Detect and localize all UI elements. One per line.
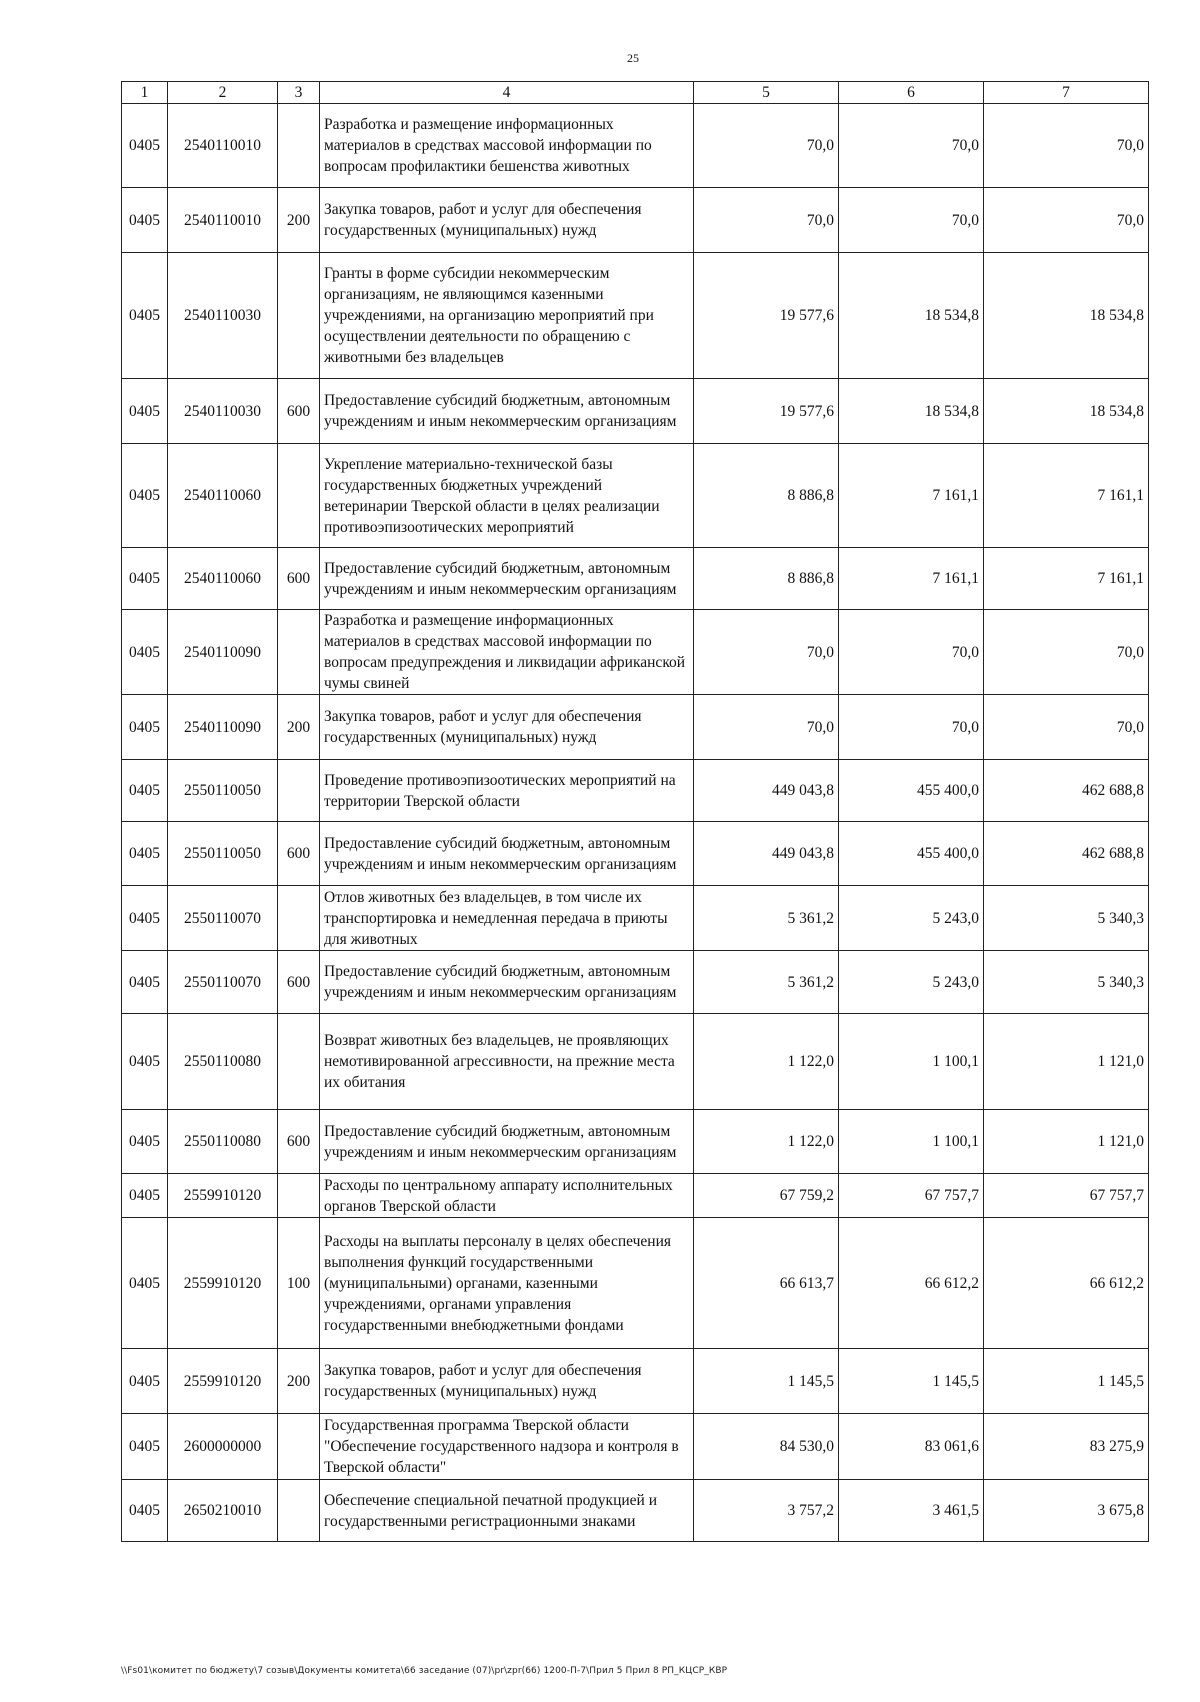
target-article-cell: 2650210010 xyxy=(168,1480,278,1542)
amount-col5-cell: 19 577,6 xyxy=(694,253,839,379)
amount-col5-cell: 449 043,8 xyxy=(694,760,839,822)
expense-type-cell: 200 xyxy=(278,188,320,253)
description-cell: Расходы по центральному аппарату исполнительных органов Тверской области xyxy=(320,1174,694,1218)
table-row xyxy=(122,1110,1149,1174)
table-row xyxy=(122,1349,1149,1414)
expense-type-cell xyxy=(278,760,320,822)
expense-type-cell: 200 xyxy=(278,1349,320,1414)
table-row xyxy=(122,610,1149,695)
table-row xyxy=(122,695,1149,760)
target-article-cell: 2550110080 xyxy=(168,1110,278,1174)
expense-type-cell xyxy=(278,886,320,951)
amount-col5-cell: 5 361,2 xyxy=(694,951,839,1014)
section-code-cell: 0405 xyxy=(122,444,168,548)
col-header: 1 xyxy=(122,82,168,104)
table-row xyxy=(122,1480,1149,1542)
target-article-cell: 2540110090 xyxy=(168,610,278,695)
amount-col6-cell: 70,0 xyxy=(839,104,984,188)
amount-col5-cell: 8 886,8 xyxy=(694,444,839,548)
description-cell: Предоставление субсидий бюджетным, автономным учреждениям и иным некоммерческим организациям xyxy=(320,822,694,886)
section-code-cell: 0405 xyxy=(122,1414,168,1480)
target-article-cell: 2540110010 xyxy=(168,188,278,253)
target-article-cell: 2559910120 xyxy=(168,1174,278,1218)
description-cell: Предоставление субсидий бюджетным, автономным учреждениям и иным некоммерческим организациям xyxy=(320,548,694,610)
section-code-cell: 0405 xyxy=(122,188,168,253)
amount-col5-cell: 19 577,6 xyxy=(694,379,839,444)
description-cell: Закупка товаров, работ и услуг для обеспечения государственных (муниципальных) нужд xyxy=(320,695,694,760)
amount-col6-cell: 83 061,6 xyxy=(839,1414,984,1480)
amount-col5-cell: 5 361,2 xyxy=(694,886,839,951)
target-article-cell: 2540110090 xyxy=(168,695,278,760)
target-article-cell: 2540110030 xyxy=(168,253,278,379)
description-cell: Разработка и размещение информационных материалов в средствах массовой информации по вопросам профилактики бешенства животных xyxy=(320,104,694,188)
target-article-cell: 2550110050 xyxy=(168,760,278,822)
description-cell: Предоставление субсидий бюджетным, автономным учреждениям и иным некоммерческим организациям xyxy=(320,379,694,444)
section-code-cell: 0405 xyxy=(122,822,168,886)
table-row xyxy=(122,1174,1149,1218)
section-code-cell: 0405 xyxy=(122,1014,168,1110)
amount-col7-cell: 70,0 xyxy=(984,610,1149,695)
expense-type-cell xyxy=(278,1014,320,1110)
target-article-cell: 2559910120 xyxy=(168,1349,278,1414)
amount-col6-cell: 455 400,0 xyxy=(839,760,984,822)
amount-col6-cell: 18 534,8 xyxy=(839,253,984,379)
section-code-cell: 0405 xyxy=(122,1174,168,1218)
description-cell: Предоставление субсидий бюджетным, автономным учреждениям и иным некоммерческим организациям xyxy=(320,1110,694,1174)
amount-col6-cell: 70,0 xyxy=(839,188,984,253)
expense-type-cell: 600 xyxy=(278,822,320,886)
target-article-cell: 2540110010 xyxy=(168,104,278,188)
amount-col6-cell: 1 100,1 xyxy=(839,1110,984,1174)
amount-col6-cell: 3 461,5 xyxy=(839,1480,984,1542)
expense-type-cell: 200 xyxy=(278,695,320,760)
expense-type-cell xyxy=(278,1480,320,1542)
amount-col5-cell: 1 122,0 xyxy=(694,1014,839,1110)
amount-col5-cell: 70,0 xyxy=(694,695,839,760)
header-row xyxy=(122,82,1149,104)
section-code-cell: 0405 xyxy=(122,1218,168,1349)
amount-col6-cell: 7 161,1 xyxy=(839,444,984,548)
budget-table xyxy=(121,81,1149,1542)
expense-type-cell xyxy=(278,104,320,188)
table-row xyxy=(122,886,1149,951)
amount-col6-cell: 455 400,0 xyxy=(839,822,984,886)
col-header: 2 xyxy=(168,82,278,104)
amount-col7-cell: 83 275,9 xyxy=(984,1414,1149,1480)
expense-type-cell: 100 xyxy=(278,1218,320,1349)
description-cell: Разработка и размещение информационных материалов в средствах массовой информации по вопросам предупреждения и ликвидации африканской чумы свиней xyxy=(320,610,694,695)
section-code-cell: 0405 xyxy=(122,253,168,379)
amount-col6-cell: 1 145,5 xyxy=(839,1349,984,1414)
amount-col6-cell: 67 757,7 xyxy=(839,1174,984,1218)
amount-col5-cell: 3 757,2 xyxy=(694,1480,839,1542)
col-header: 3 xyxy=(278,82,320,104)
amount-col7-cell: 18 534,8 xyxy=(984,253,1149,379)
section-code-cell: 0405 xyxy=(122,760,168,822)
amount-col7-cell: 70,0 xyxy=(984,104,1149,188)
amount-col7-cell: 1 121,0 xyxy=(984,1110,1149,1174)
description-cell: Отлов животных без владельцев, в том числе их транспортировка и немедленная передача в приюты для животных xyxy=(320,886,694,951)
description-cell: Закупка товаров, работ и услуг для обеспечения государственных (муниципальных) нужд xyxy=(320,1349,694,1414)
table-row xyxy=(122,548,1149,610)
amount-col5-cell: 70,0 xyxy=(694,104,839,188)
expense-type-cell xyxy=(278,610,320,695)
table-row xyxy=(122,822,1149,886)
expense-type-cell: 600 xyxy=(278,548,320,610)
amount-col6-cell: 70,0 xyxy=(839,610,984,695)
expense-type-cell: 600 xyxy=(278,379,320,444)
section-code-cell: 0405 xyxy=(122,1480,168,1542)
section-code-cell: 0405 xyxy=(122,886,168,951)
description-cell: Гранты в форме субсидии некоммерческим организациям, не являющимся казенными учреждениями, на организацию мероприятий при осуществлении деятельности по обращению с животными без владельцев xyxy=(320,253,694,379)
amount-col7-cell: 66 612,2 xyxy=(984,1218,1149,1349)
amount-col6-cell: 5 243,0 xyxy=(839,951,984,1014)
amount-col6-cell: 70,0 xyxy=(839,695,984,760)
description-cell: Обеспечение специальной печатной продукцией и государственными регистрационными знаками xyxy=(320,1480,694,1542)
target-article-cell: 2550110070 xyxy=(168,951,278,1014)
amount-col5-cell: 449 043,8 xyxy=(694,822,839,886)
amount-col7-cell: 462 688,8 xyxy=(984,760,1149,822)
description-cell: Проведение противоэпизоотических мероприятий на территории Тверской области xyxy=(320,760,694,822)
table-body xyxy=(122,104,1149,1542)
description-cell: Возврат животных без владельцев, не проявляющих немотивированной агрессивности, на прежние места их обитания xyxy=(320,1014,694,1110)
description-cell: Укрепление материально-технической базы государственных бюджетных учреждений ветеринарии Тверской области в целях реализации противоэпизоотических мероприятий xyxy=(320,444,694,548)
expense-type-cell xyxy=(278,253,320,379)
expense-type-cell xyxy=(278,444,320,548)
amount-col5-cell: 8 886,8 xyxy=(694,548,839,610)
amount-col7-cell: 5 340,3 xyxy=(984,886,1149,951)
amount-col7-cell: 7 161,1 xyxy=(984,548,1149,610)
section-code-cell: 0405 xyxy=(122,548,168,610)
amount-col7-cell: 70,0 xyxy=(984,695,1149,760)
section-code-cell: 0405 xyxy=(122,104,168,188)
target-article-cell: 2540110060 xyxy=(168,444,278,548)
amount-col7-cell: 7 161,1 xyxy=(984,444,1149,548)
table-row xyxy=(122,1014,1149,1110)
target-article-cell: 2559910120 xyxy=(168,1218,278,1349)
expense-type-cell: 600 xyxy=(278,951,320,1014)
amount-col6-cell: 18 534,8 xyxy=(839,379,984,444)
target-article-cell: 2600000000 xyxy=(168,1414,278,1480)
col-header: 7 xyxy=(984,82,1149,104)
section-code-cell: 0405 xyxy=(122,1349,168,1414)
target-article-cell: 2550110080 xyxy=(168,1014,278,1110)
target-article-cell: 2540110060 xyxy=(168,548,278,610)
amount-col5-cell: 70,0 xyxy=(694,188,839,253)
expense-type-cell xyxy=(278,1174,320,1218)
target-article-cell: 2550110070 xyxy=(168,886,278,951)
table-row xyxy=(122,188,1149,253)
amount-col5-cell: 84 530,0 xyxy=(694,1414,839,1480)
col-header: 6 xyxy=(839,82,984,104)
table-row xyxy=(122,379,1149,444)
section-code-cell: 0405 xyxy=(122,610,168,695)
amount-col7-cell: 462 688,8 xyxy=(984,822,1149,886)
expense-type-cell xyxy=(278,1414,320,1480)
description-cell: Государственная программа Тверской области "Обеспечение государственного надзора и контроля в Тверской области" xyxy=(320,1414,694,1480)
table-row xyxy=(122,760,1149,822)
expense-type-cell: 600 xyxy=(278,1110,320,1174)
amount-col6-cell: 66 612,2 xyxy=(839,1218,984,1349)
amount-col5-cell: 70,0 xyxy=(694,610,839,695)
target-article-cell: 2550110050 xyxy=(168,822,278,886)
amount-col5-cell: 66 613,7 xyxy=(694,1218,839,1349)
amount-col5-cell: 67 759,2 xyxy=(694,1174,839,1218)
section-code-cell: 0405 xyxy=(122,695,168,760)
table-row xyxy=(122,253,1149,379)
amount-col7-cell: 1 121,0 xyxy=(984,1014,1149,1110)
amount-col5-cell: 1 122,0 xyxy=(694,1110,839,1174)
col-header: 5 xyxy=(694,82,839,104)
col-header: 4 xyxy=(320,82,694,104)
table-row xyxy=(122,1414,1149,1480)
amount-col5-cell: 1 145,5 xyxy=(694,1349,839,1414)
description-cell: Закупка товаров, работ и услуг для обеспечения государственных (муниципальных) нужд xyxy=(320,188,694,253)
section-code-cell: 0405 xyxy=(122,379,168,444)
table-row xyxy=(122,104,1149,188)
amount-col6-cell: 7 161,1 xyxy=(839,548,984,610)
amount-col6-cell: 5 243,0 xyxy=(839,886,984,951)
target-article-cell: 2540110030 xyxy=(168,379,278,444)
amount-col7-cell: 5 340,3 xyxy=(984,951,1149,1014)
amount-col7-cell: 70,0 xyxy=(984,188,1149,253)
table-row xyxy=(122,951,1149,1014)
amount-col7-cell: 3 675,8 xyxy=(984,1480,1149,1542)
amount-col6-cell: 1 100,1 xyxy=(839,1014,984,1110)
description-cell: Расходы на выплаты персоналу в целях обеспечения выполнения функций государственными (муниципальными) органами, казенными учреждениями, органами управления государственными внебюджетными фондами xyxy=(320,1218,694,1349)
section-code-cell: 0405 xyxy=(122,1110,168,1174)
description-cell: Предоставление субсидий бюджетным, автономным учреждениям и иным некоммерческим организациям xyxy=(320,951,694,1014)
amount-col7-cell: 1 145,5 xyxy=(984,1349,1149,1414)
table-row xyxy=(122,444,1149,548)
amount-col7-cell: 18 534,8 xyxy=(984,379,1149,444)
footer-file-path: \\Fs01\комитет по бюджету\7 созыв\Документы комитета\66 заседание (07)\pr\zpr(66) 1200-П-7\Прил 5 Прил 8 РП_КЦСР_КВР xyxy=(121,1666,728,1676)
amount-col7-cell: 67 757,7 xyxy=(984,1174,1149,1218)
table-row xyxy=(122,1218,1149,1349)
page-number: 25 xyxy=(627,51,639,65)
section-code-cell: 0405 xyxy=(122,951,168,1014)
